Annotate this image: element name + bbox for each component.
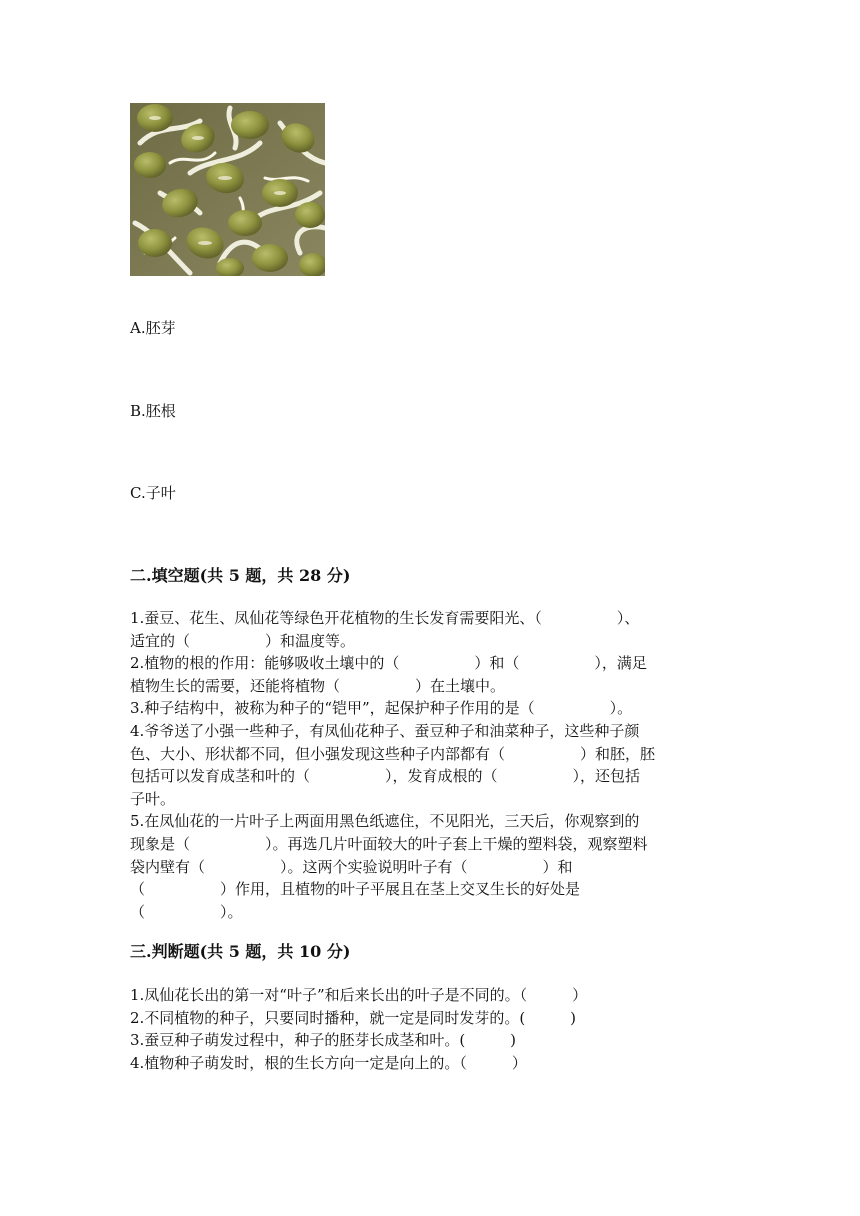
fill-in-line: 植物生长的需要，还能将植物（ ）在土壤中。 — [130, 676, 506, 695]
true-false-line: 1.凤仙花长出的第一对“叶子”和后来长出的叶子是不同的。（ ） — [130, 986, 588, 1004]
fill-in-line: 袋内壁有（ ）。这两个实验说明叶子有（ ）和 — [130, 857, 573, 876]
true-false-line: 2.不同植物的种子，只要同时播种，就一定是同时发芽的。( ) — [130, 1008, 577, 1027]
fill-in-line: 1.蚕豆、花生、凤仙花等绿色开花植物的生长发育需要阳光、（ ）、 — [130, 609, 640, 627]
fill-in-line: （ ）。 — [130, 902, 243, 921]
fill-in-line: 包括可以发育成茎和叶的（ ），发育成根的（ ），还包括 — [130, 767, 641, 786]
fill-in-line: （ ）作用，且植物的叶子平展且在茎上交叉生长的好处是 — [130, 880, 581, 899]
fill-in-line: 适宜的（ ）和温度等。 — [130, 631, 356, 650]
fill-in-line: 现象是（ ）。再选几片叶面较大的叶子套上干燥的塑料袋，观察塑料 — [130, 834, 648, 853]
true-false-line: 3.蚕豆种子萌发过程中，种子的胚芽长成茎和叶。( ) — [130, 1031, 517, 1050]
option-c: C.子叶 — [130, 484, 176, 502]
fill-in-questions — [130, 607, 730, 923]
fill-in-line: 5.在凤仙花的一片叶子上两面用黑色纸遮住，不见阳光，三天后，你观察到的 — [130, 812, 640, 831]
fill-in-line: 2.植物的根的作用：能够吸收土壤中的（ ）和（ ），满足 — [130, 654, 647, 673]
true-false-line: 4.植物种子萌发时，根的生长方向一定是向上的。（ ） — [130, 1053, 527, 1072]
sprouts-photo-illustration — [130, 103, 325, 276]
fill-in-line: 4.爷爷送了小强一些种子，有凤仙花种子、蚕豆种子和油菜种子，这些种子颜 — [130, 721, 640, 740]
true-false-section-title: 三.判断题(共 5 题，共 10 分) — [130, 942, 351, 961]
option-a: A.胚芽 — [130, 319, 176, 337]
fill-in-section-title: 二.填空题(共 5 题，共 28 分) — [130, 566, 351, 585]
option-b: B.胚根 — [130, 402, 176, 420]
fill-in-line: 3.种子结构中，被称为种子的“铠甲”，起保护种子作用的是（ ）。 — [130, 699, 633, 718]
fill-in-line: 色、大小、形状都不同，但小强发现这些种子内部都有（ ）和胚，胚 — [130, 744, 656, 763]
fill-in-line: 子叶。 — [130, 789, 176, 808]
true-false-questions — [130, 984, 730, 1074]
mung-bean-sprouts-image — [130, 103, 325, 276]
